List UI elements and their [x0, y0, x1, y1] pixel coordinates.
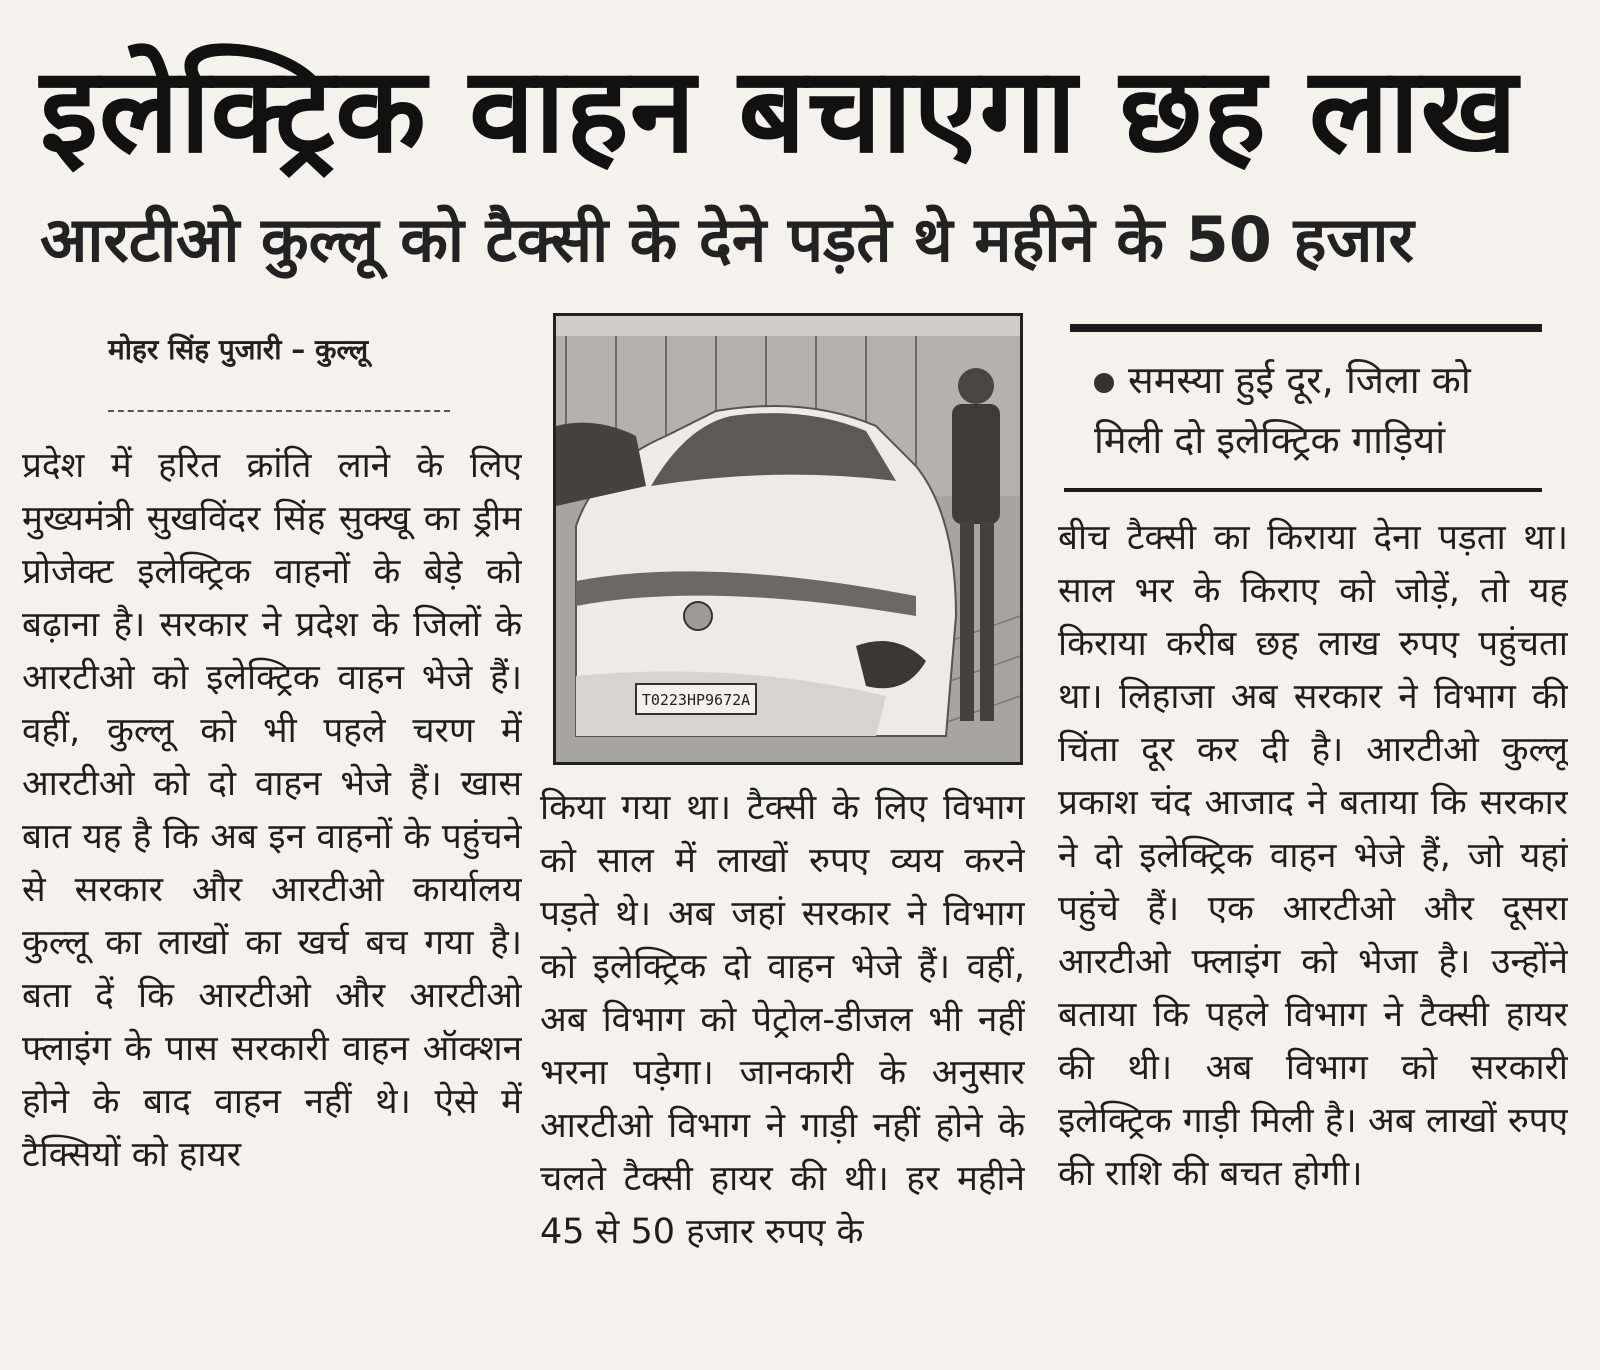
highlight-box: [1094, 350, 1534, 470]
article-text-middle: किया गया था। टैक्सी के लिए विभाग को साल में लाखों रुपए व्यय करने पड़ते थे। अब जहां सरकार ने विभाग को इलेक्ट्रिक दो वाहन भेजे हैं। वहीं, अब विभाग को पेट्रोल-डीजल भी नहीं भरना पड़ेगा। जानकारी के अनुसार आरटीओ विभाग ने गाड़ी नहीं होने के चलते टैक्सी हायर की थी। हर महीने 45 से 50 हजार रुपए के: [540, 788, 1025, 1252]
highlight-text: समस्या हुई दूर, जिला को मिली दो इलेक्ट्रिक गाड़ियां: [1094, 358, 1471, 462]
article-column-left: [22, 440, 522, 1340]
highlight-rule-top: [1070, 324, 1542, 332]
bullet-icon: [1094, 373, 1114, 393]
subheadline: आरटीओ कुल्लू को टैक्सी के देने पड़ते थे महीने के 50 हजार: [40, 203, 1414, 276]
highlight-rule-bottom: [1064, 488, 1542, 492]
article-column-right: [1058, 512, 1568, 1342]
byline-divider: [108, 410, 450, 412]
car-photo: [553, 313, 1023, 765]
article-text-left: प्रदेश में हरित क्रांति लाने के लिए मुख्यमंत्री सुखविंदर सिंह सुक्खू का ड्रीम प्रोजेक्ट इलेक्ट्रिक वाहनों के बेड़े को बढ़ाना है। सरकार ने प्रदेश के जिलों के आरटीओ को इलेक्ट्रिक वाहन भेजे हैं। वहीं, कुल्लू को भी पहले चरण में आरटीओ को दो वाहन भेजे हैं। खास बात यह है कि अब इन वाहनों के पहुंचने से सरकार और आरटीओ कार्यालय कुल्लू का लाखों का खर्च बच गया है। बता दें कि आरटीओ और आरटीओ फ्लाइंग के पास सरकारी वाहन ऑक्शन होने के बाद वाहन नहीं थे। ऐसे में टैक्सियों को हायर: [22, 446, 522, 1175]
article-text-right: बीच टैक्सी का किराया देना पड़ता था। साल भर के किराए को जोड़ें, तो यह किराया करीब छह लाख रुपए पहुंचता था। लिहाजा अब सरकार ने विभाग की चिंता दूर कर दी है। आरटीओ कुल्लू प्रकाश चंद आजाद ने बताया कि सरकार ने दो इलेक्ट्रिक वाहन भेजे हैं, जो यहां पहुंचे हैं। एक आरटीओ और दूसरा आरटीओ फ्लाइंग को भेजा है। उन्होंने बताया कि पहले विभाग ने टैक्सी हायर की थी। अब विभाग को सरकारी इलेक्ट्रिक गाड़ी मिली है। अब लाखों रुपए की राशि की बचत होगी।: [1058, 518, 1568, 1194]
number-plate-text: T0223HP9672A: [641, 691, 751, 709]
byline: मोहर सिंह पुजारी – कुल्लू: [108, 333, 369, 366]
article-column-middle: [540, 782, 1025, 1342]
car-photo-icon: [556, 316, 1020, 762]
headline: इलेक्ट्रिक वाहन बचाएगा छह लाख: [40, 41, 1519, 179]
